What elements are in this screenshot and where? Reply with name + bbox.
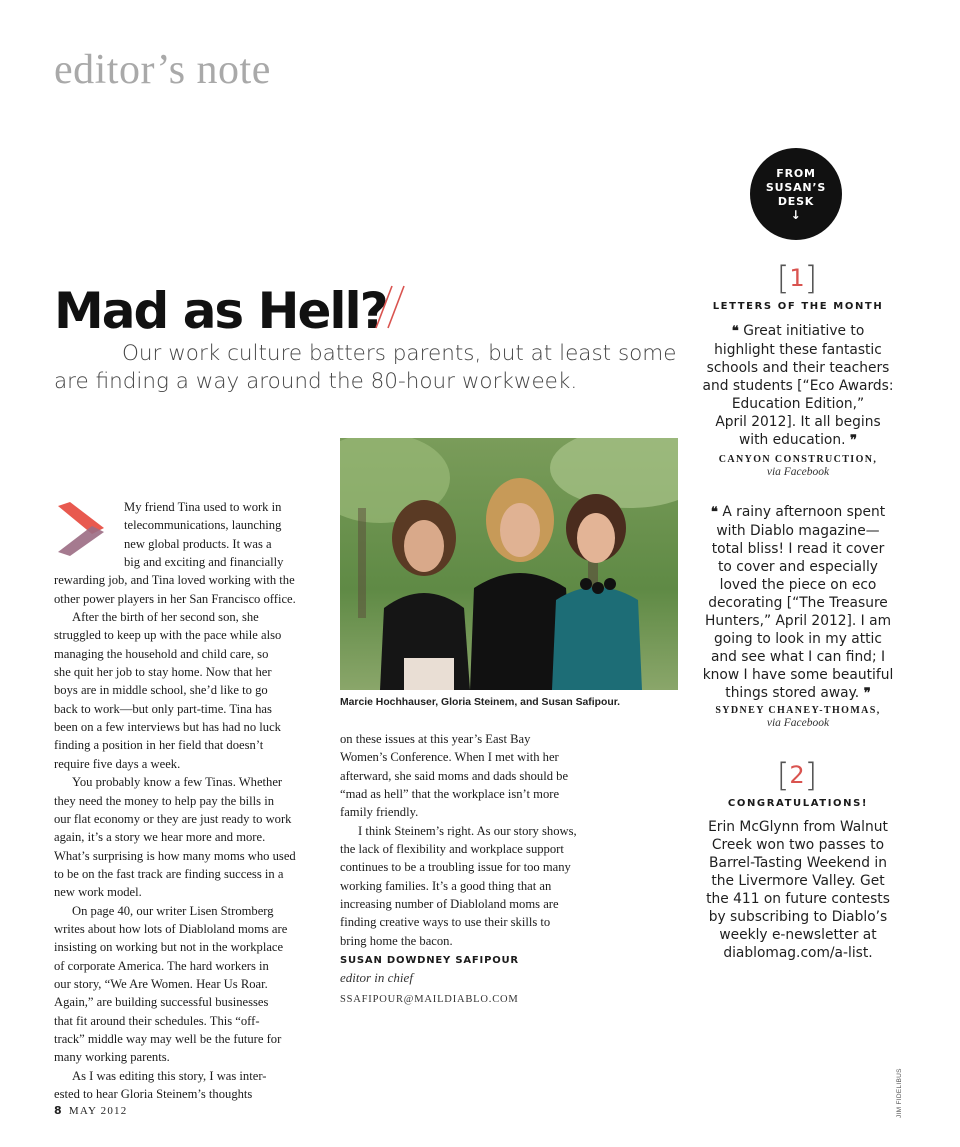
body-line: to be on the fast track are finding success in a bbox=[54, 866, 284, 881]
badge-line: DESK bbox=[777, 195, 815, 208]
body-line: finding a position in her field that doesn’t bbox=[54, 738, 264, 753]
body-line: again, it’s a story we hear more and more. bbox=[54, 830, 266, 845]
congrats-line: the Livermore Valley. Get bbox=[711, 873, 885, 889]
body-line: As I was editing this story, I was inter- bbox=[72, 1068, 267, 1083]
body-line: many working parents. bbox=[54, 1050, 170, 1065]
letter-line: and see what I can find; I bbox=[710, 649, 886, 665]
letter-line: schools and their teachers bbox=[706, 360, 890, 376]
section-number: 2 bbox=[789, 761, 805, 789]
body-line: “mad as hell” that the workplace isn’t more bbox=[340, 787, 560, 802]
section-number: 1 bbox=[789, 264, 805, 292]
arrow-down-icon: ↓ bbox=[790, 208, 802, 222]
double-slash-icon bbox=[372, 282, 416, 332]
badge-line: FROM bbox=[776, 167, 816, 180]
letter-line: things stored away. bbox=[725, 685, 860, 701]
letter-2-author: SYDNEY CHANEY-THOMAS, bbox=[715, 705, 881, 716]
body-line: finding creative ways to use their skills to bbox=[340, 915, 551, 930]
body-line: continues to be a troubling issue for too many bbox=[340, 860, 571, 875]
photo-caption: Marcie Hochhauser, Gloria Steinem, and Susan Safipour. bbox=[340, 697, 621, 708]
deck bbox=[54, 340, 694, 396]
body-line: new global products. It was a bbox=[124, 536, 272, 551]
letter-2-source: via Facebook bbox=[766, 717, 830, 729]
issue-date: MAY 2012 bbox=[68, 1105, 128, 1117]
letter-line: loved the piece on eco bbox=[719, 577, 877, 593]
article-column-1 bbox=[54, 498, 320, 1103]
badge-line: SUSAN’S bbox=[765, 181, 827, 194]
signature-email[interactable]: SSAFIPOUR@MAILDIABLO.COM bbox=[340, 994, 519, 1005]
body-line: family friendly. bbox=[340, 805, 419, 820]
body-line: big and exciting and financially bbox=[124, 555, 284, 570]
body-line: of corporate America. The hard workers in bbox=[54, 958, 269, 973]
body-line: You probably know a few Tinas. Whether bbox=[72, 775, 283, 790]
body-line: Women’s Conference. When I met with her bbox=[340, 750, 559, 765]
signature-title: editor in chief bbox=[340, 970, 413, 985]
headline: Mad as Hell? bbox=[54, 282, 387, 340]
letter-line: with Diablo magazine— bbox=[716, 523, 880, 539]
body-line: the lack of flexibility and workplace support bbox=[340, 842, 564, 857]
congrats-line[interactable]: diablomag.com/a-list. bbox=[723, 945, 873, 961]
body-line: On page 40, our writer Lisen Stromberg bbox=[72, 903, 274, 918]
letters-heading: LETTERS OF THE MONTH bbox=[712, 301, 884, 312]
letter-line: Great initiative to bbox=[743, 323, 865, 339]
article-column-2 bbox=[340, 730, 620, 950]
body-line: What’s surprising is how many moms who used bbox=[54, 848, 296, 863]
letter-line: total bliss! I read it cover bbox=[711, 541, 885, 557]
body-line: struggled to keep up with the pace while also bbox=[54, 628, 282, 643]
letter-line: April 2012]. It all begins bbox=[715, 414, 881, 430]
body-line: new work model. bbox=[54, 885, 142, 900]
body-line: boys are in middle school, she’d like to go bbox=[54, 683, 268, 698]
body-line: our story, “We Are Women. Hear Us Roar. bbox=[54, 976, 268, 991]
from-susans-desk-badge bbox=[750, 148, 842, 240]
congrats-line: Creek won two passes to bbox=[711, 837, 885, 853]
body-line: rewarding job, and Tina loved working with the bbox=[54, 573, 295, 588]
body-line: ested to hear Gloria Steinem’s thoughts bbox=[54, 1087, 253, 1101]
body-line: bring home the bacon. bbox=[340, 933, 453, 948]
body-line: My friend Tina used to work in bbox=[124, 500, 282, 514]
deck-line: Our work culture batters parents, but at least some bbox=[122, 341, 677, 366]
body-line: they need the money to help pay the bills in bbox=[54, 793, 274, 808]
letter-line: to cover and especially bbox=[718, 559, 878, 575]
body-line: afterward, she said moms and dads should be bbox=[340, 768, 569, 783]
letter-line: decorating [“The Treasure bbox=[708, 595, 888, 611]
congrats-line: the 411 on future contests bbox=[706, 891, 890, 907]
photo-credit-text: JIM FIDELIBUS bbox=[896, 1068, 903, 1118]
body-line: increasing number of Diabloland moms are bbox=[340, 897, 559, 912]
letter-line: with education. bbox=[738, 432, 846, 448]
letter-line: and students [“Eco Awards: bbox=[702, 378, 894, 394]
folio bbox=[54, 1104, 127, 1117]
body-line: working families. It’s a good thing that an bbox=[340, 878, 552, 893]
body-line: other power players in her San Francisco office. bbox=[54, 591, 296, 606]
section-number-2: [2] bbox=[776, 756, 818, 794]
body-line: been on a few interviews but has had no luck bbox=[54, 720, 281, 735]
body-line: she quit her job to stay home. Now that her bbox=[54, 665, 272, 680]
body-line: insisting on working but not in the workplace bbox=[54, 940, 284, 955]
letter-line: going to look in my attic bbox=[714, 631, 882, 647]
congratulations-text bbox=[700, 818, 896, 962]
body-line: I think Steinem’s right. As our story shows, bbox=[358, 823, 577, 838]
body-line: Again,” are building successful businesses bbox=[54, 995, 269, 1010]
deck-line: are finding a way around the 80-hour workweek. bbox=[54, 369, 578, 394]
body-line: on these issues at this year’s East Bay bbox=[340, 732, 531, 746]
page-number: 8 bbox=[54, 1104, 63, 1117]
body-line: managing the household and child care, so bbox=[54, 646, 269, 661]
body-line: writes about how lots of Diabloland moms are bbox=[54, 921, 288, 936]
congrats-line: weekly e-newsletter at bbox=[719, 927, 877, 943]
congrats-line: Barrel-Tasting Weekend in bbox=[709, 855, 887, 871]
section-number-1: [1] bbox=[776, 259, 818, 297]
congrats-line: Erin McGlynn from Walnut bbox=[708, 819, 888, 835]
photo-credit bbox=[892, 1060, 916, 1120]
body-line: telecommunications, launching bbox=[124, 518, 282, 533]
body-line: our flat economy or they are just ready to work bbox=[54, 811, 292, 826]
body-line: that fit around their schedules. This “off- bbox=[54, 1013, 260, 1028]
letter-line: A rainy afternoon spent bbox=[722, 504, 886, 520]
body-line: track” middle way may well be the future for bbox=[54, 1031, 282, 1046]
letter-line: know I have some beautiful bbox=[702, 667, 894, 683]
congratulations-heading: CONGRATULATIONS! bbox=[727, 798, 869, 809]
letter-1: ❝ Great initiative to highlight these fantastic schools and their teachers and students [“Eco Awards: Education Edition,” April 2012]. It all begins with education. ❞ bbox=[700, 322, 896, 450]
letter-line: Education Edition,” bbox=[731, 396, 865, 412]
body-line: back to work—but only part-time. Tina has bbox=[54, 701, 272, 716]
photo-three-women bbox=[340, 438, 678, 690]
letter-1-source: via Facebook bbox=[766, 466, 830, 478]
section-label: editor’s note bbox=[54, 47, 271, 93]
letter-line: Hunters,” April 2012]. I am bbox=[704, 613, 892, 629]
letter-2: ❝ A rainy afternoon spent with Diablo magazine— total bliss! I read it cover to cover and especially loved the piece on eco decorating [“The Treasure Hunters,” April 2012]. I am going to look in my attic and see what I can find; I know I have some beautiful things stored away. ❞ bbox=[700, 503, 896, 703]
signature-name: SUSAN DOWDNEY SAFIPOUR bbox=[340, 955, 519, 966]
letter-1-author: CANYON CONSTRUCTION, bbox=[718, 454, 878, 465]
congrats-line: by subscribing to Diablo’s bbox=[708, 909, 888, 925]
letter-line: highlight these fantastic bbox=[714, 342, 882, 358]
body-line: require five days a week. bbox=[54, 756, 181, 771]
body-line: After the birth of her second son, she bbox=[72, 610, 259, 625]
